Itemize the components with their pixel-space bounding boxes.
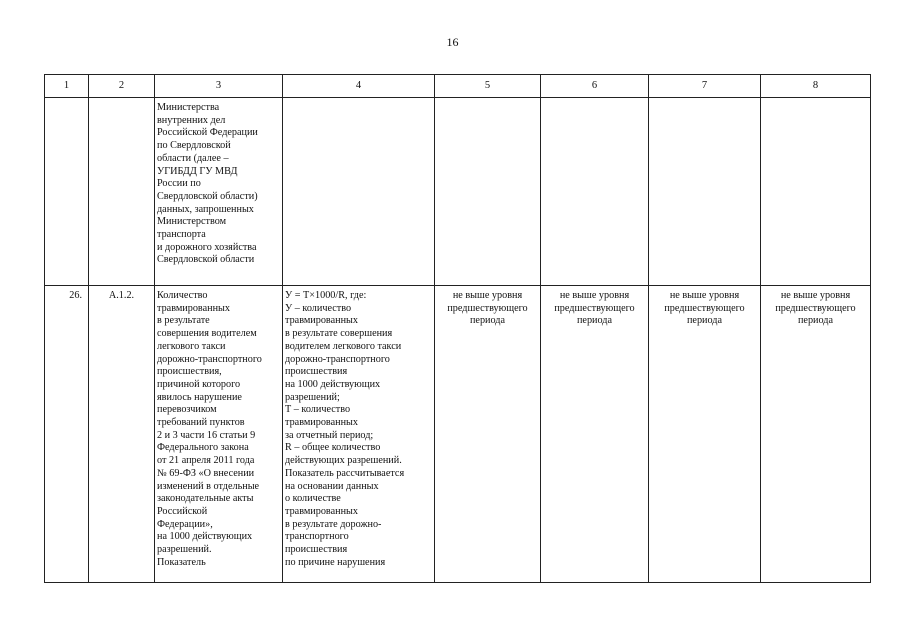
cell-empty bbox=[89, 98, 155, 286]
header-col-1: 1 bbox=[45, 75, 89, 98]
formula-cell: У = Т×1000/R, где: У – количество травмированных в результате совершения водителем легкового такси дорожно-транспортного происшествия на 1000 действующих разрешений; Т – количество травмированных за отчетный период; R – общее количество действующих разрешений. Показатель рассчитывается на основании данных о количестве травмированных в результате дорожно- транспортного происшествия по причине нарушения bbox=[283, 286, 435, 583]
indicator-code-cell: А.1.2. bbox=[89, 286, 155, 583]
header-col-3: 3 bbox=[155, 75, 283, 98]
header-col-2: 2 bbox=[89, 75, 155, 98]
target-cell-col6: не выше уровня предшествующего периода bbox=[541, 286, 649, 583]
cell-empty bbox=[649, 98, 761, 286]
table-header-row bbox=[45, 75, 871, 98]
cell-empty bbox=[541, 98, 649, 286]
cell-empty bbox=[283, 98, 435, 286]
target-cell-col7: не выше уровня предшествующего периода bbox=[649, 286, 761, 583]
table-row-continuation bbox=[45, 98, 871, 286]
row-number-cell: 26. bbox=[45, 286, 89, 583]
indicators-table bbox=[44, 74, 871, 583]
cell-empty bbox=[435, 98, 541, 286]
header-col-5: 5 bbox=[435, 75, 541, 98]
header-col-4: 4 bbox=[283, 75, 435, 98]
cell-empty bbox=[45, 98, 89, 286]
page-number: 16 bbox=[446, 35, 459, 49]
header-col-6: 6 bbox=[541, 75, 649, 98]
indicator-description-cell: Количество травмированных в результате совершения водителем легкового такси дорожно-транспортного происшествия, причиной которого явилось нарушение перевозчиком требований пунктов 2 и 3 части 16 статьи 9 Федерального закона от 21 апреля 2011 года № 69-ФЗ «О внесении изменений в отдельные законодательные акты Российской Федерации», на 1000 действующих разрешений. Показатель bbox=[155, 286, 283, 583]
table-row-26 bbox=[45, 286, 871, 583]
header-col-8: 8 bbox=[761, 75, 871, 98]
continuation-text-cell: Министерства внутренних дел Российской Федерации по Свердловской области (далее – УГИБДД ГУ МВД России по Свердловской области) данных, запрошенных Министерством транспорта и дорожного хозяйства Свердловской области bbox=[155, 98, 283, 286]
target-cell-col8: не выше уровня предшествующего периода bbox=[761, 286, 871, 583]
target-cell-col5: не выше уровня предшествующего периода bbox=[435, 286, 541, 583]
header-col-7: 7 bbox=[649, 75, 761, 98]
cell-empty bbox=[761, 98, 871, 286]
